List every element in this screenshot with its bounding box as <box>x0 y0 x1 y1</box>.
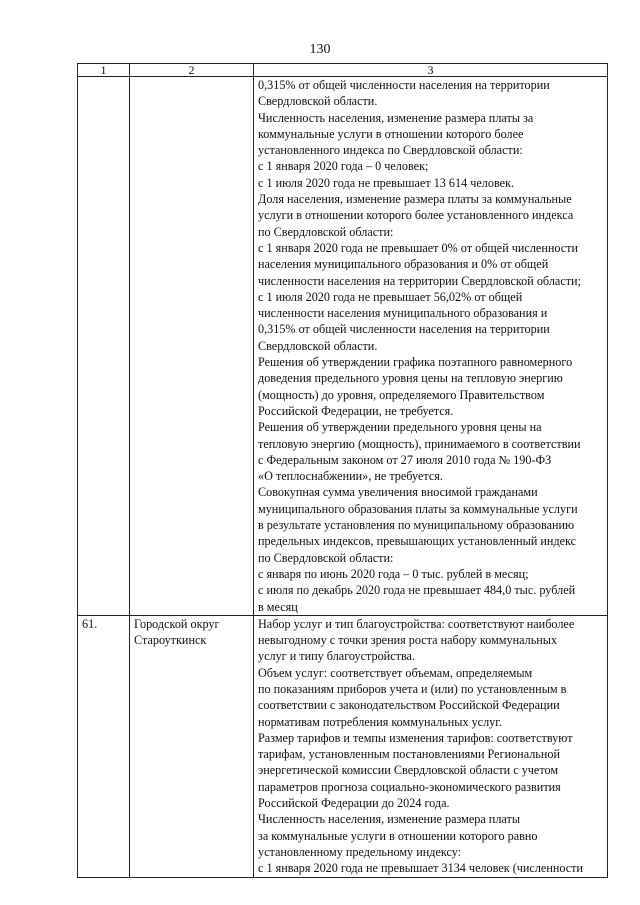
text-line: «О теплоснабжении», не требуется. <box>258 469 443 484</box>
row-number-cell <box>78 77 130 616</box>
text-line: соответствии с законодательством Российской Федерации <box>258 698 560 713</box>
text-line: тарифам, установленным постановлениями Региональной <box>258 747 560 762</box>
text-line: Численность населения, изменение размера платы <box>258 812 521 827</box>
document-table <box>77 63 608 878</box>
text-line: населения муниципального образования и 0% от общей <box>258 257 549 272</box>
text-line: с января по июнь 2020 года – 0 тыс. рублей в месяц; <box>258 566 529 581</box>
text-line: муниципального образования платы за коммунальные услуги <box>258 501 578 516</box>
description-cell <box>254 615 608 877</box>
row-number-cell: 61. <box>78 615 130 877</box>
text-line: 0,315% от общей численности населения на территории <box>258 322 550 337</box>
text-line: Доля населения, изменение размера платы за коммунальные <box>258 192 572 207</box>
municipality-cell <box>130 615 254 877</box>
text-line: по Свердловской области: <box>258 224 394 239</box>
text-line: коммунальные услуги в отношении которого более <box>258 126 524 141</box>
table-header-row <box>78 64 608 77</box>
text-line: с 1 июля 2020 года не превышает 56,02% от общей <box>258 289 523 304</box>
table-row <box>78 615 608 877</box>
column-header-3: 3 <box>254 64 608 77</box>
text-line: Объем услуг: соответствует объемам, определяемым <box>258 665 533 680</box>
text-line: по Свердловской области: <box>258 550 394 565</box>
text-line: в месяц <box>258 599 298 614</box>
municipality-name-line: Староуткинск <box>134 633 207 648</box>
text-line: установленного индекса по Свердловской области: <box>258 143 523 158</box>
text-line: энергетической комиссии Свердловской области с учетом <box>258 763 559 778</box>
text-line: Российской Федерации до 2024 года. <box>258 796 450 811</box>
text-line: нормативам потребления коммунальных услуг. <box>258 714 502 729</box>
text-line: Численность населения, изменение размера платы за <box>258 110 534 125</box>
description-cell <box>254 77 608 616</box>
page-number: 130 <box>309 42 331 57</box>
text-line: по показаниям приборов учета и (или) по установленным в <box>258 681 567 696</box>
table-row <box>78 77 608 616</box>
text-line: Совокупная сумма увеличения вносимой гражданами <box>258 485 538 500</box>
text-line: услуги в отношении которого более установленного индекса <box>258 208 574 223</box>
text-line: доведения предельного уровня цены на тепловую энергию <box>258 371 563 386</box>
text-line: численности населения на территории Свердловской области; <box>258 273 581 288</box>
column-header-2: 2 <box>130 64 254 77</box>
text-line: Набор услуг и тип благоустройства: соответствуют наиболее <box>258 616 575 631</box>
text-line: в результате установления по муниципальному образованию <box>258 518 575 533</box>
municipality-cell <box>130 77 254 616</box>
text-line: с 1 января 2020 года – 0 человек; <box>258 159 429 174</box>
text-line: (мощность) до уровня, определяемого Правительством <box>258 387 545 402</box>
text-line: невыгодному с точки зрения роста набору коммунальных <box>258 633 558 648</box>
text-line: с 1 июля 2020 года не превышает 13 614 человек. <box>258 175 515 190</box>
text-line: услуг и типу благоустройства. <box>258 649 415 664</box>
text-line: Российской Федерации, не требуется. <box>258 403 454 418</box>
municipality-name-line: Городской округ <box>134 616 220 631</box>
text-line: численности населения муниципального образования и <box>258 306 548 321</box>
text-line: с 1 января 2020 года не превышает 0% от общей численности <box>258 240 579 255</box>
text-line: с июля по декабрь 2020 года не превышает 484,0 тыс. рублей <box>258 583 576 598</box>
text-line: с Федеральным законом от 27 июля 2010 года № 190-ФЗ <box>258 452 552 467</box>
text-line: тепловую энергию (мощность), принимаемого в соответствии <box>258 436 581 451</box>
text-line: Свердловской области. <box>258 94 378 109</box>
text-line: Свердловской области. <box>258 338 378 353</box>
text-line: с 1 января 2020 года не превышает 3134 человек (численности <box>258 861 584 876</box>
text-line: 0,315% от общей численности населения на территории <box>258 78 550 92</box>
text-line: за коммунальные услуги в отношении которого равно <box>258 828 538 843</box>
text-line: Размер тарифов и темпы изменения тарифов: соответствуют <box>258 730 573 745</box>
text-line: установленному предельному индексу: <box>258 844 462 859</box>
text-line: предельных индексов, превышающих установленный индекс <box>258 534 577 549</box>
column-header-1: 1 <box>78 64 130 77</box>
text-line: Решения об утверждении предельного уровня цены на <box>258 420 542 435</box>
text-line: параметров прогноза социально-экономического развития <box>258 779 561 794</box>
text-line: Решения об утверждении графика поэтапного равномерного <box>258 355 573 370</box>
